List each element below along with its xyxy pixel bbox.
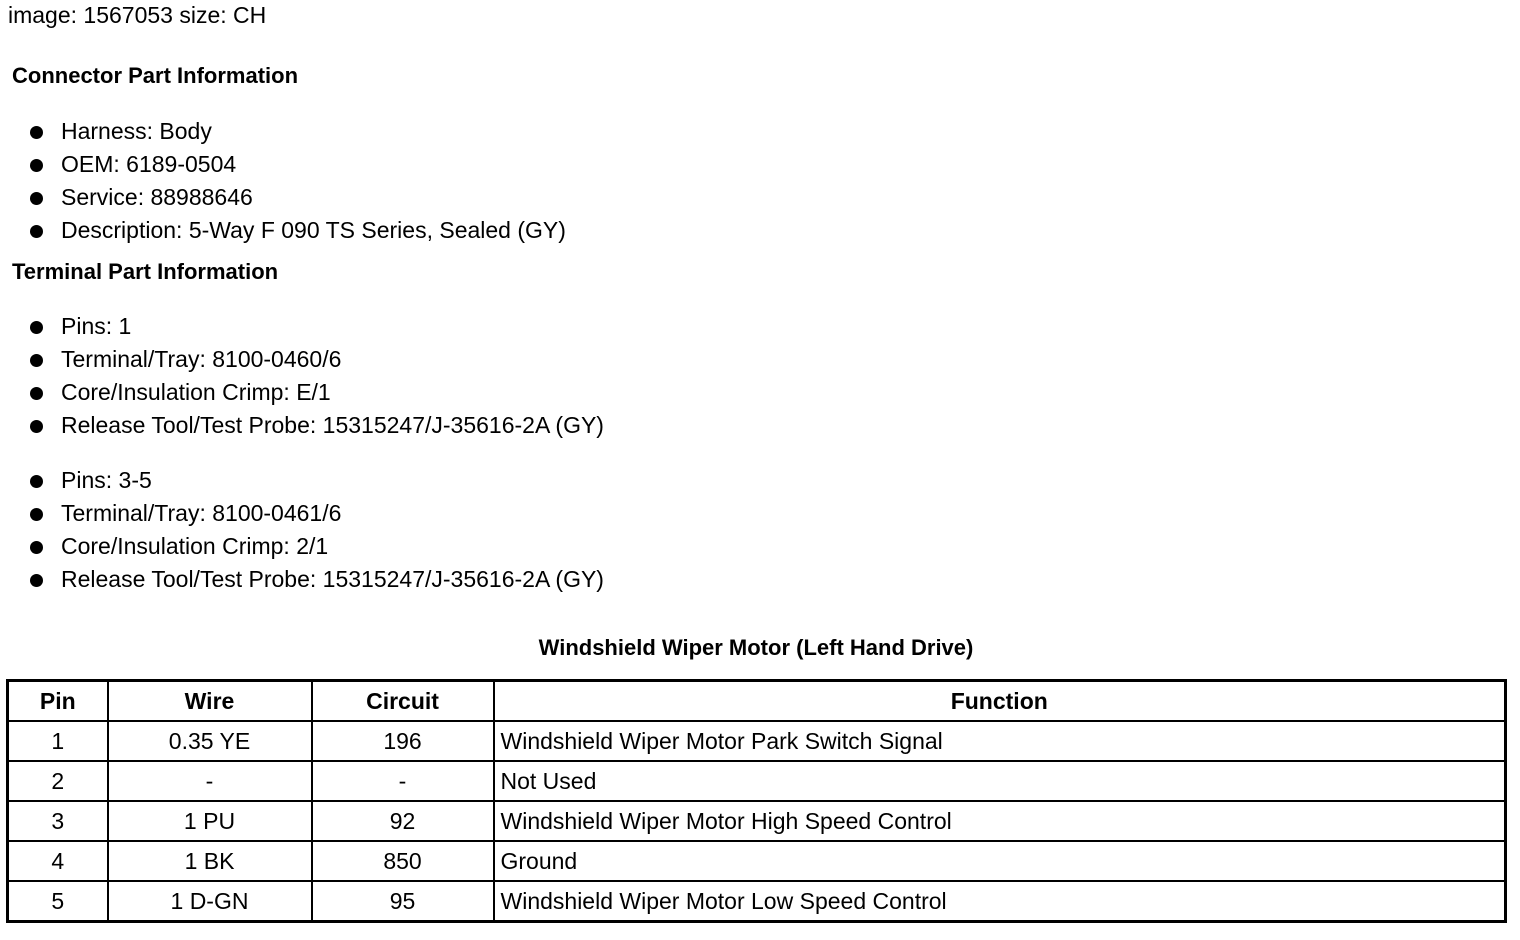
- connector-info-list: [28, 115, 566, 247]
- table-row: [8, 721, 1506, 761]
- table-title: Windshield Wiper Motor (Left Hand Drive): [538, 635, 974, 660]
- cell-pin: 1: [8, 721, 108, 761]
- list-item-crimp: Core/Insulation Crimp: 2/1: [28, 530, 604, 563]
- header-pin: Pin: [8, 681, 108, 722]
- list-item-description: Description: 5-Way F 090 TS Series, Sealed (GY): [28, 214, 566, 247]
- cell-circuit: 92: [312, 801, 494, 841]
- list-item-pins: Pins: 3-5: [28, 464, 604, 497]
- list-item-terminal-tray: Terminal/Tray: 8100-0461/6: [28, 497, 604, 530]
- cell-circuit: 196: [312, 721, 494, 761]
- header-circuit: Circuit: [312, 681, 494, 722]
- cell-wire: -: [108, 761, 312, 801]
- cell-function: Windshield Wiper Motor Park Switch Signal: [494, 721, 1506, 761]
- cell-pin: 3: [8, 801, 108, 841]
- table-header-row: [8, 681, 1506, 722]
- list-item-release-tool: Release Tool/Test Probe: 15315247/J-35616-2A (GY): [28, 563, 604, 596]
- list-item-pins: Pins: 1: [28, 310, 604, 343]
- list-item-terminal-tray: Terminal/Tray: 8100-0460/6: [28, 343, 604, 376]
- cell-function: Windshield Wiper Motor Low Speed Control: [494, 881, 1506, 922]
- cell-pin: 5: [8, 881, 108, 922]
- cell-circuit: -: [312, 761, 494, 801]
- table-row: [8, 881, 1506, 922]
- cell-wire: 1 D-GN: [108, 881, 312, 922]
- table-row: [8, 761, 1506, 801]
- cell-function: Ground: [494, 841, 1506, 881]
- cell-function: Not Used: [494, 761, 1506, 801]
- cell-circuit: 95: [312, 881, 494, 922]
- table-row: [8, 841, 1506, 881]
- table-row: [8, 801, 1506, 841]
- image-info-line: image: 1567053 size: CH: [8, 2, 267, 28]
- list-item-release-tool: Release Tool/Test Probe: 15315247/J-35616-2A (GY): [28, 409, 604, 442]
- connector-section-title: Connector Part Information: [12, 63, 299, 88]
- cell-pin: 2: [8, 761, 108, 801]
- header-function: Function: [494, 681, 1506, 722]
- list-item-harness: Harness: Body: [28, 115, 566, 148]
- cell-wire: 1 BK: [108, 841, 312, 881]
- cell-pin: 4: [8, 841, 108, 881]
- terminal-group-1-list: [28, 310, 604, 442]
- list-item-oem: OEM: 6189-0504: [28, 148, 566, 181]
- terminal-group-2-list: [28, 464, 604, 596]
- cell-wire: 1 PU: [108, 801, 312, 841]
- list-item-crimp: Core/Insulation Crimp: E/1: [28, 376, 604, 409]
- cell-circuit: 850: [312, 841, 494, 881]
- cell-function: Windshield Wiper Motor High Speed Control: [494, 801, 1506, 841]
- list-item-service: Service: 88988646: [28, 181, 566, 214]
- header-wire: Wire: [108, 681, 312, 722]
- terminal-section-title: Terminal Part Information: [12, 259, 279, 284]
- cell-wire: 0.35 YE: [108, 721, 312, 761]
- pinout-table: [6, 679, 1507, 923]
